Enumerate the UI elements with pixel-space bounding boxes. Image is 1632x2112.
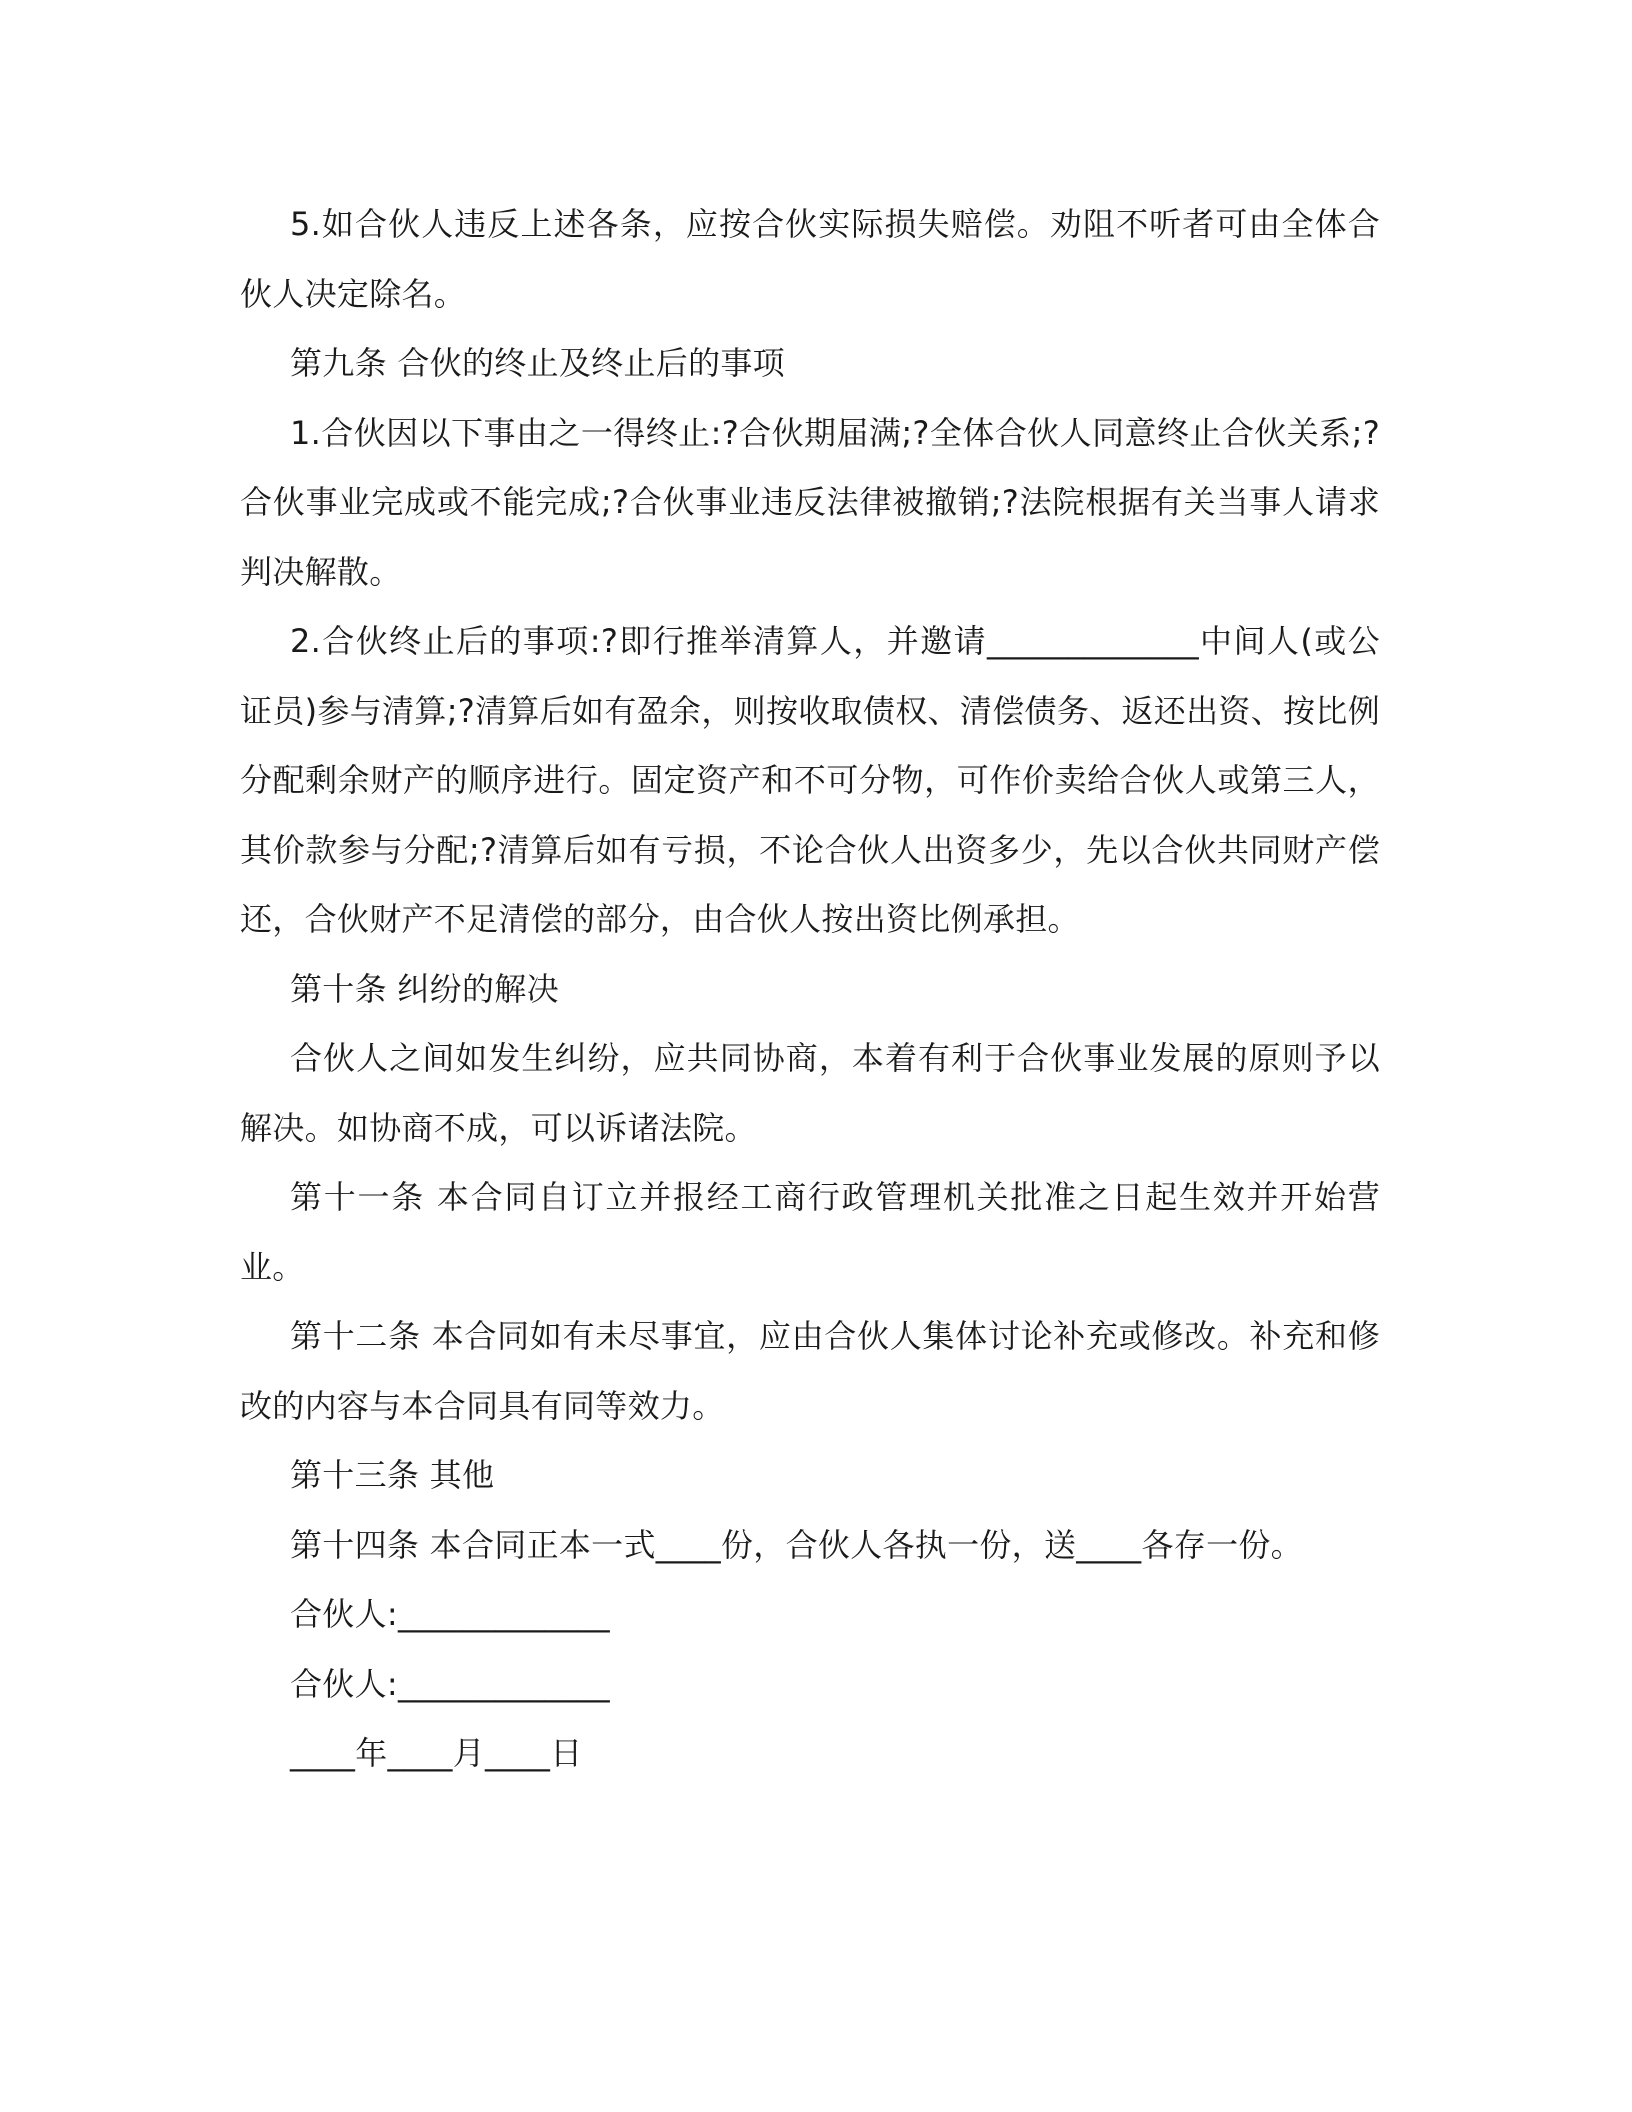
article-12: 第十二条 本合同如有未尽事宜，应由合伙人集体讨论补充或修改。补充和修改的内容与本合同具有同等效力。 <box>240 1317 1380 1425</box>
article-11: 第十一条 本合同自订立并报经工商行政管理机关批准之日起生效并开始营业。 <box>240 1178 1380 1286</box>
article-9-item-1: 1.合伙因以下事由之一得终止:?合伙期届满;?全体合伙人同意终止合伙关系;?合伙事业完成或不能完成;?合伙事业违反法律被撤销;?法院根据有关当事人请求判决解散。 <box>240 413 1380 591</box>
date-line: ____年____月____日 <box>290 1734 583 1772</box>
article-13-heading: 第十三条 其他 <box>290 1456 495 1494</box>
clause-5-breach-compensation: 5.如合伙人违反上述各条，应按合伙实际损失赔偿。劝阻不听者可由全体合伙人决定除名。 <box>240 205 1380 313</box>
article-14: 第十四条 本合同正本一式____份，合伙人各执一份，送____各存一份。 <box>290 1525 1303 1564</box>
article-9-item-2: 2.合伙终止后的事项:?即行推举清算人，并邀请_____________中间人(或公证员)参与清算;?清算后如有盈余，则按收取债权、清偿债务、返还出资、按比例分配剩余财产的顺序进行。固定资产和不可分物，可作价卖给合伙人或第三人，其价款参与分配;?清算后如有亏损，不论合伙人出资多少，先以合伙共同财产偿还，合伙财产不足清偿的部分，由合伙人按出资比例承担。 <box>240 622 1380 938</box>
partner-signature-line-1: 合伙人:_____________ <box>290 1595 610 1633</box>
partner-signature-line-2: 合伙人:_____________ <box>290 1664 610 1703</box>
document-body <box>240 190 1380 1789</box>
article-9-heading: 第九条 合伙的终止及终止后的事项 <box>290 344 785 382</box>
article-10-body: 合伙人之间如发生纠纷，应共同协商，本着有利于合伙事业发展的原则予以解决。如协商不成，可以诉诸法院。 <box>240 1039 1380 1147</box>
article-10-heading: 第十条 纠纷的解决 <box>290 969 559 1008</box>
